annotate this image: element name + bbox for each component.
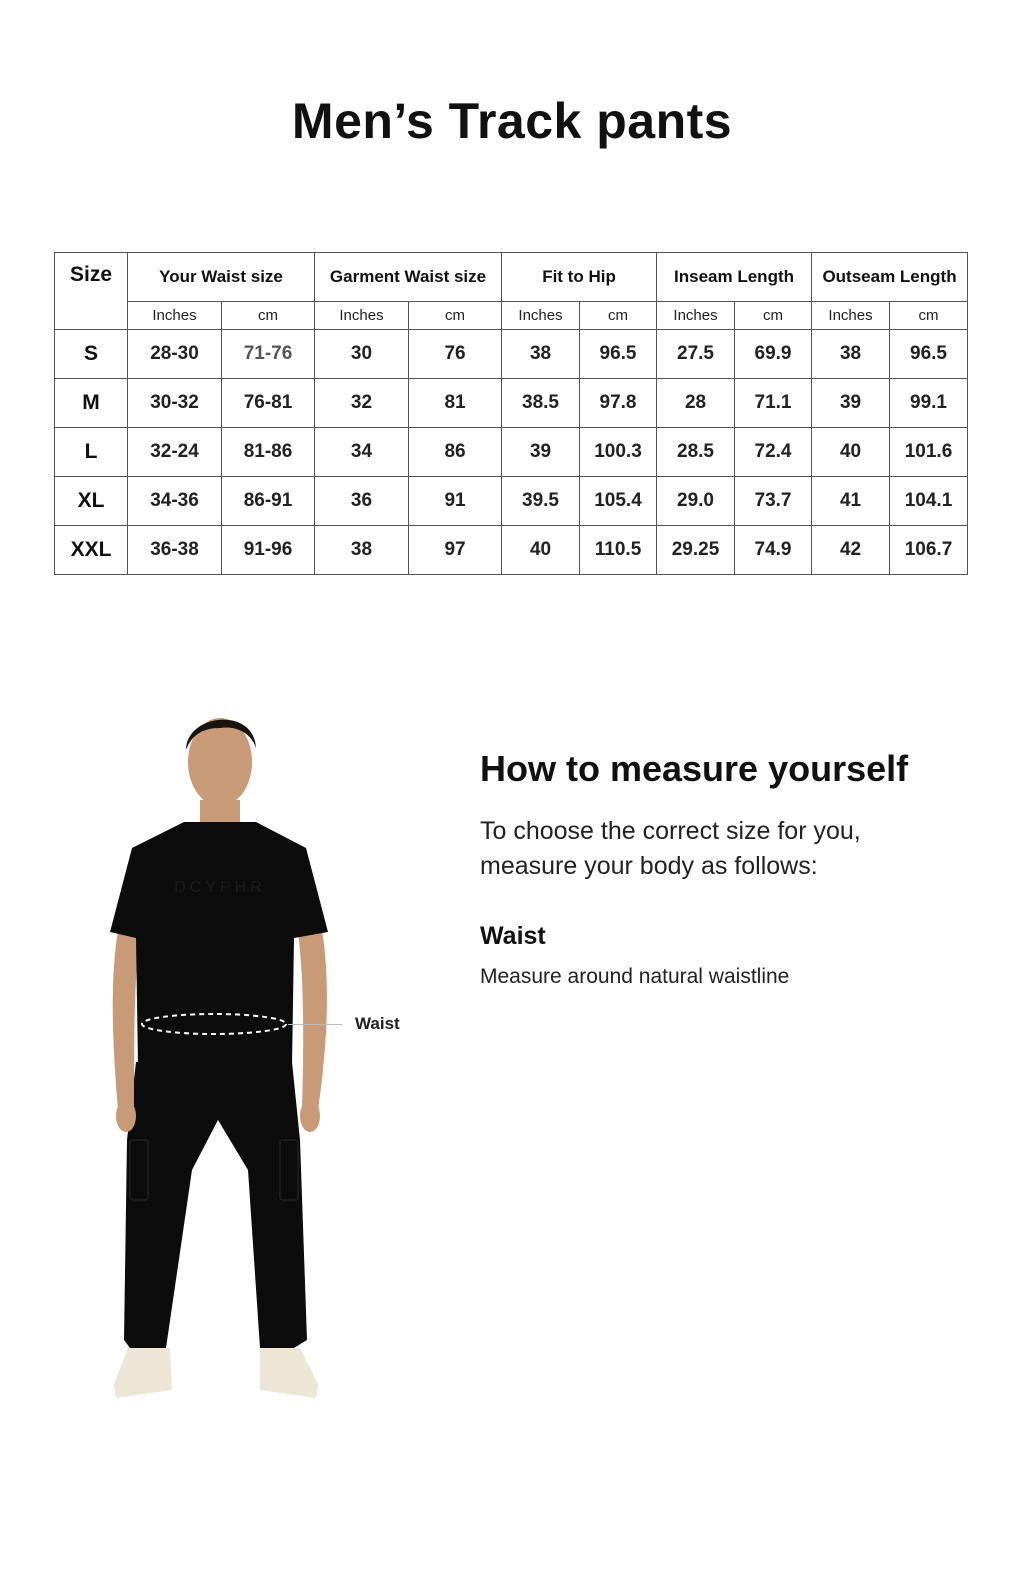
- value-cell: 41: [812, 477, 890, 526]
- value-cell: 86: [409, 428, 502, 477]
- value-cell: 39.5: [502, 477, 580, 526]
- value-cell: 96.5: [890, 330, 968, 379]
- value-cell: 32-24: [128, 428, 222, 477]
- waist-figure-label: Waist: [355, 1014, 400, 1033]
- value-cell: 91-96: [222, 526, 315, 575]
- size-cell: XXL: [55, 526, 128, 575]
- waist-section-title: Waist: [480, 922, 546, 950]
- table-row: [55, 330, 968, 379]
- value-cell: 36: [315, 477, 409, 526]
- unit-header: cm: [580, 302, 657, 330]
- value-cell: 38: [502, 330, 580, 379]
- value-cell: 91: [409, 477, 502, 526]
- value-cell: 76-81: [222, 379, 315, 428]
- table-row: [55, 477, 968, 526]
- value-cell: 106.7: [890, 526, 968, 575]
- value-cell: 30-32: [128, 379, 222, 428]
- size-cell: XL: [55, 477, 128, 526]
- value-cell: 29.25: [657, 526, 735, 575]
- group-header-garment-waist: Garment Waist size: [315, 253, 502, 302]
- value-cell: 36-38: [128, 526, 222, 575]
- waist-instruction: Measure around natural waistline: [480, 965, 790, 988]
- value-cell: 97: [409, 526, 502, 575]
- value-cell: 30: [315, 330, 409, 379]
- value-cell: 39: [502, 428, 580, 477]
- value-cell: 110.5: [580, 526, 657, 575]
- value-cell: 100.3: [580, 428, 657, 477]
- group-header-fit-to-hip: Fit to Hip: [502, 253, 657, 302]
- table-row: [55, 526, 968, 575]
- left-shoe: [114, 1348, 172, 1398]
- value-cell: 81: [409, 379, 502, 428]
- value-cell: 96.5: [580, 330, 657, 379]
- value-cell: 32: [315, 379, 409, 428]
- right-hand: [300, 1100, 320, 1132]
- value-cell: 97.8: [580, 379, 657, 428]
- size-cell: S: [55, 330, 128, 379]
- unit-header: cm: [890, 302, 968, 330]
- unit-header: Inches: [812, 302, 890, 330]
- model-figure: [100, 700, 340, 1410]
- table-row: [55, 428, 968, 477]
- value-cell: 34-36: [128, 477, 222, 526]
- unit-header: Inches: [657, 302, 735, 330]
- value-cell: 76: [409, 330, 502, 379]
- value-cell: 28-30: [128, 330, 222, 379]
- value-cell: 81-86: [222, 428, 315, 477]
- t-shirt: [110, 822, 328, 1066]
- value-cell: 69.9: [735, 330, 812, 379]
- right-shoe: [260, 1348, 318, 1398]
- unit-header: Inches: [128, 302, 222, 330]
- value-cell: 73.7: [735, 477, 812, 526]
- value-cell: 105.4: [580, 477, 657, 526]
- size-cell: L: [55, 428, 128, 477]
- value-cell: 38: [315, 526, 409, 575]
- unit-header: cm: [222, 302, 315, 330]
- group-header-your-waist: Your Waist size: [128, 253, 315, 302]
- group-header-outseam-length: Outseam Length: [812, 253, 968, 302]
- value-cell: 28.5: [657, 428, 735, 477]
- group-header-inseam-length: Inseam Length: [657, 253, 812, 302]
- value-cell: 38.5: [502, 379, 580, 428]
- value-cell: 38: [812, 330, 890, 379]
- shirt-print: DCYPHR: [174, 879, 266, 896]
- value-cell: 74.9: [735, 526, 812, 575]
- howto-intro: To choose the correct size for you, measure your body as follows:: [480, 817, 861, 880]
- unit-header: cm: [409, 302, 502, 330]
- unit-header: Inches: [502, 302, 580, 330]
- value-cell: 40: [812, 428, 890, 477]
- value-cell: 42: [812, 526, 890, 575]
- value-cell: 101.6: [890, 428, 968, 477]
- size-column-header: Size: [55, 253, 128, 330]
- value-cell: 29.0: [657, 477, 735, 526]
- value-cell: 27.5: [657, 330, 735, 379]
- value-cell: 34: [315, 428, 409, 477]
- waist-pointer-line: [288, 1024, 342, 1025]
- value-cell: 39: [812, 379, 890, 428]
- value-cell: 72.4: [735, 428, 812, 477]
- size-chart-table: [54, 252, 968, 575]
- value-cell: 40: [502, 526, 580, 575]
- right-arm: [298, 930, 327, 1110]
- page-title: Men’s Track pants: [291, 93, 733, 149]
- unit-header: Inches: [315, 302, 409, 330]
- track-pants: [124, 1062, 307, 1348]
- table-row: [55, 379, 968, 428]
- value-cell: 71.1: [735, 379, 812, 428]
- value-cell: 99.1: [890, 379, 968, 428]
- value-cell: 71-76: [222, 330, 315, 379]
- value-cell: 86-91: [222, 477, 315, 526]
- size-cell: M: [55, 379, 128, 428]
- left-hand: [116, 1100, 136, 1132]
- unit-header: cm: [735, 302, 812, 330]
- value-cell: 28: [657, 379, 735, 428]
- howto-title: How to measure yourself: [480, 748, 909, 789]
- value-cell: 104.1: [890, 477, 968, 526]
